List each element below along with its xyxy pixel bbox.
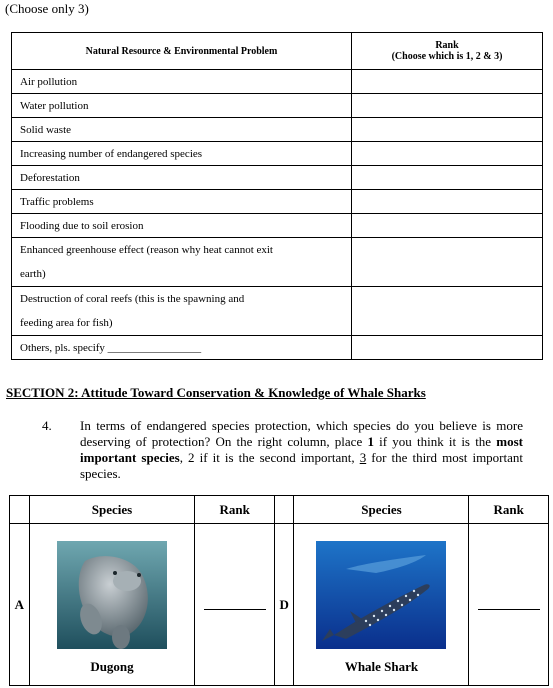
table-row	[12, 70, 543, 94]
dugong-photo	[57, 541, 167, 649]
rank-entry-cell[interactable]	[352, 142, 543, 166]
question-underlined-number: 3	[359, 450, 367, 465]
species-column-header: Species	[294, 496, 469, 524]
rank-entry-cell[interactable]	[352, 214, 543, 238]
rank-header-title: Rank	[435, 40, 459, 51]
problem-label: Increasing number of endangered species	[12, 142, 352, 166]
problem-label	[12, 287, 352, 336]
problem-label: Deforestation	[12, 166, 352, 190]
table-row	[12, 287, 543, 336]
rank-column-header	[352, 33, 543, 70]
rank-entry-cell[interactable]	[352, 94, 543, 118]
species-cell-dugong	[29, 524, 195, 686]
table-row	[12, 238, 543, 287]
rank-column-header: Rank	[469, 496, 549, 524]
rank-entry-cell[interactable]	[352, 70, 543, 94]
problem-label-line1: Destruction of coral reefs (this is the spawning and	[20, 293, 245, 305]
rank-blank-a[interactable]	[195, 524, 274, 686]
rank-entry-cell[interactable]	[352, 287, 543, 336]
problem-label-line1: Enhanced greenhouse effect (reason why heat cannot exit	[20, 244, 273, 256]
species-letter: A	[10, 524, 30, 686]
rank-entry-cell[interactable]	[352, 238, 543, 287]
table-row	[12, 214, 543, 238]
species-row	[10, 524, 549, 686]
question-text	[80, 418, 523, 482]
species-caption: Dugong	[90, 659, 134, 674]
species-cell-whale-shark	[294, 524, 469, 686]
section-2-heading: SECTION 2: Attitude Toward Conservation & Knowledge of Whale Sharks	[6, 385, 426, 400]
rank-blank-d[interactable]	[469, 524, 549, 686]
letter-header-cell	[10, 496, 30, 524]
table-row	[12, 118, 543, 142]
question-bold-phrase: most important species	[80, 434, 523, 465]
species-letter: D	[274, 524, 294, 686]
rank-line	[204, 595, 266, 610]
species-column-header: Species	[29, 496, 195, 524]
problem-label: Others, pls. specify _________________	[12, 336, 352, 360]
problem-column-header: Natural Resource & Environmental Problem	[12, 33, 352, 70]
problem-label-line2: feeding area for fish)	[20, 317, 113, 329]
question-number: 4.	[42, 418, 52, 433]
table-row	[12, 142, 543, 166]
rank-entry-cell[interactable]	[352, 336, 543, 360]
table-header-row	[12, 33, 543, 70]
problem-label: Flooding due to soil erosion	[12, 214, 352, 238]
problem-label-line2: earth)	[20, 268, 46, 280]
rank-entry-cell[interactable]	[352, 118, 543, 142]
rank-line	[478, 595, 540, 610]
question-part: , 2 if it is the second important,	[179, 450, 360, 465]
question-part: if you think it is the	[373, 434, 497, 449]
problem-label: Water pollution	[12, 94, 352, 118]
rank-entry-cell[interactable]	[352, 166, 543, 190]
species-caption: Whale Shark	[344, 659, 419, 674]
choose-instruction: (Choose only 3)	[5, 1, 89, 16]
whale-shark-photo	[316, 541, 446, 649]
environmental-problems-table	[11, 32, 543, 360]
rank-column-header: Rank	[195, 496, 274, 524]
rank-header-subtitle: (Choose which is 1, 2 & 3)	[391, 51, 503, 62]
species-ranking-table	[9, 495, 549, 686]
problem-label: Air pollution	[12, 70, 352, 94]
question-part: In terms of endangered species protection, which species do you believe is more deserving of protection? On the right column, place	[80, 418, 523, 449]
table-row	[12, 94, 543, 118]
question-part: for the third most important species.	[80, 450, 523, 481]
letter-header-cell	[274, 496, 294, 524]
table-row	[12, 190, 543, 214]
problem-label	[12, 238, 352, 287]
table-row	[12, 336, 543, 360]
rank-entry-cell[interactable]	[352, 190, 543, 214]
problem-label: Traffic problems	[12, 190, 352, 214]
table-row	[12, 166, 543, 190]
species-table-header	[10, 496, 549, 524]
question-bold-number: 1	[367, 434, 374, 449]
problem-label: Solid waste	[12, 118, 352, 142]
